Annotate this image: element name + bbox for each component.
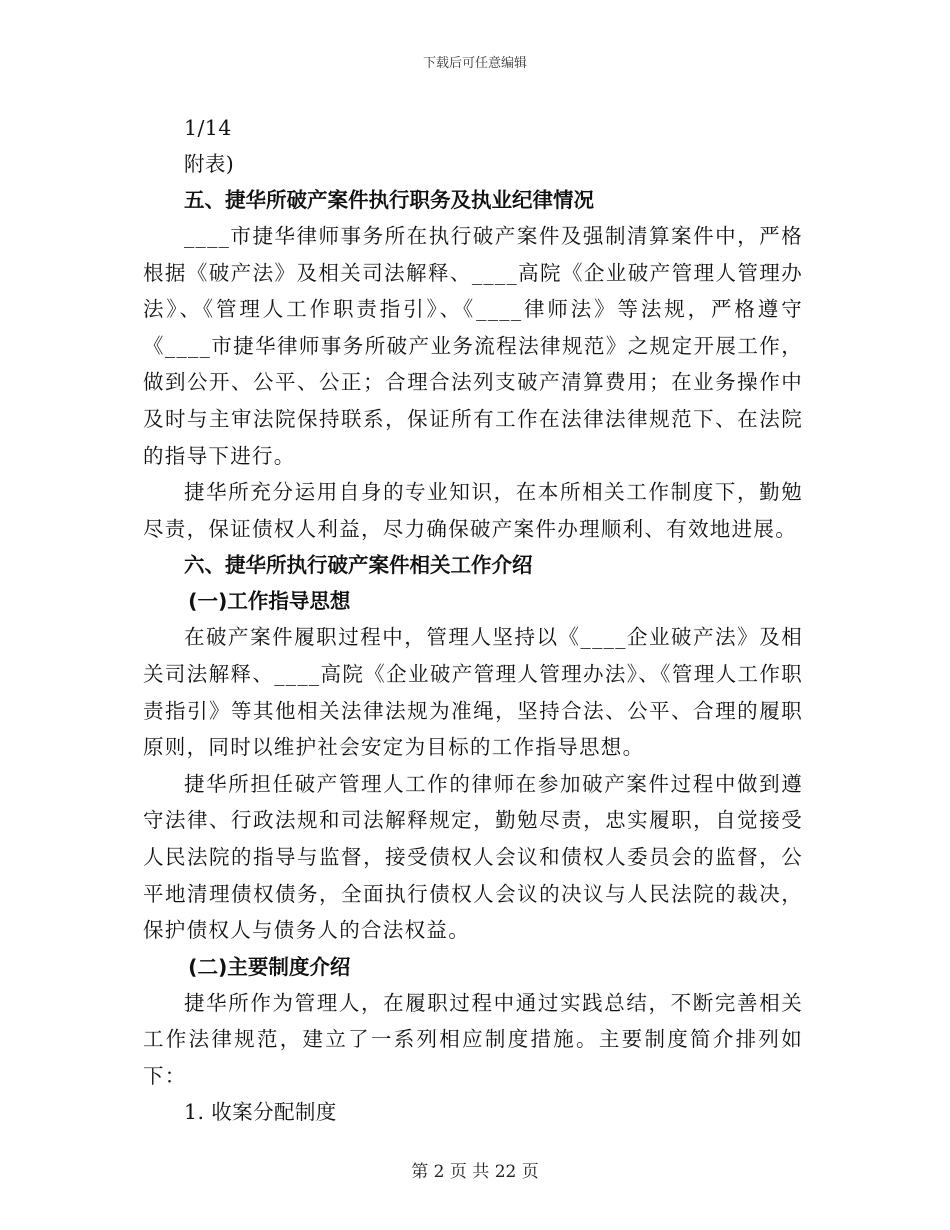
- list-item-1: 1. 收案分配制度: [184, 1100, 337, 1125]
- page-header: 下载后可任意编辑: [422, 56, 527, 71]
- appendix-note: 附表): [184, 152, 235, 176]
- subsection-heading-1: (一)工作指导思想: [188, 589, 351, 614]
- paragraph-2: 捷华所充分运用自身的专业知识，在本所相关工作制度下，勤勉尽责，保证债权人利益，尽力确保破产案件办理顺利、有效地进展。: [143, 480, 803, 541]
- paragraph-4: 捷华所担任破产管理人工作的律师在参加破产案件过程中做到遵守法律、行政法规和司法解释规定，勤勉尽责，忠实履职，自觉接受人民法院的指导与监督，接受债权人会议和债权人委员会的监督，公平地清理债权债务，全面执行债权人会议的决议与人民法院的裁决，保护债权人与债务人的合法权益。: [143, 771, 803, 943]
- paragraph-1: ____市捷华律师事务所在执行破产案件及强制清算案件中，严格根据《破产法》及相关司法解释、____高院《企业破产管理人管理办法》、《管理人工作职责指引》、《____律师法》等法规，严格遵守《____市捷华律师事务所破产业务流程法律规范》之规定开展工作，做到公开、公平、公正；合理合法列支破产清算费用；在业务操作中及时与主审法院保持联系，保证所有工作在法律法律规范下、在法院的指导下进行。: [143, 224, 803, 468]
- page-reference: 1/14: [184, 116, 232, 140]
- paragraph-5: 捷华所作为管理人，在履职过程中通过实践总结，不断完善相关工作法律规范，建立了一系列相应制度措施。主要制度简介排列如下：: [143, 990, 803, 1088]
- section-heading-5: 五、捷华所破产案件执行职务及执业纪律情况: [184, 188, 594, 212]
- subsection-heading-2: (二)主要制度介绍: [188, 954, 351, 979]
- section-heading-6: 六、捷华所执行破产案件相关工作介绍: [184, 553, 533, 578]
- document-body: [143, 110, 803, 1130]
- paragraph-3: 在破产案件履职过程中，管理人坚持以《____企业破产法》及相关司法解释、____高院《企业破产管理人管理办法》、《管理人工作职责指引》等其他相关法律法规为准绳，坚持合法、公平、合理的履职原则，同时以维护社会安定为目标的工作指导思想。: [143, 625, 803, 760]
- page-footer: 第 2 页 共 22 页: [411, 1162, 539, 1182]
